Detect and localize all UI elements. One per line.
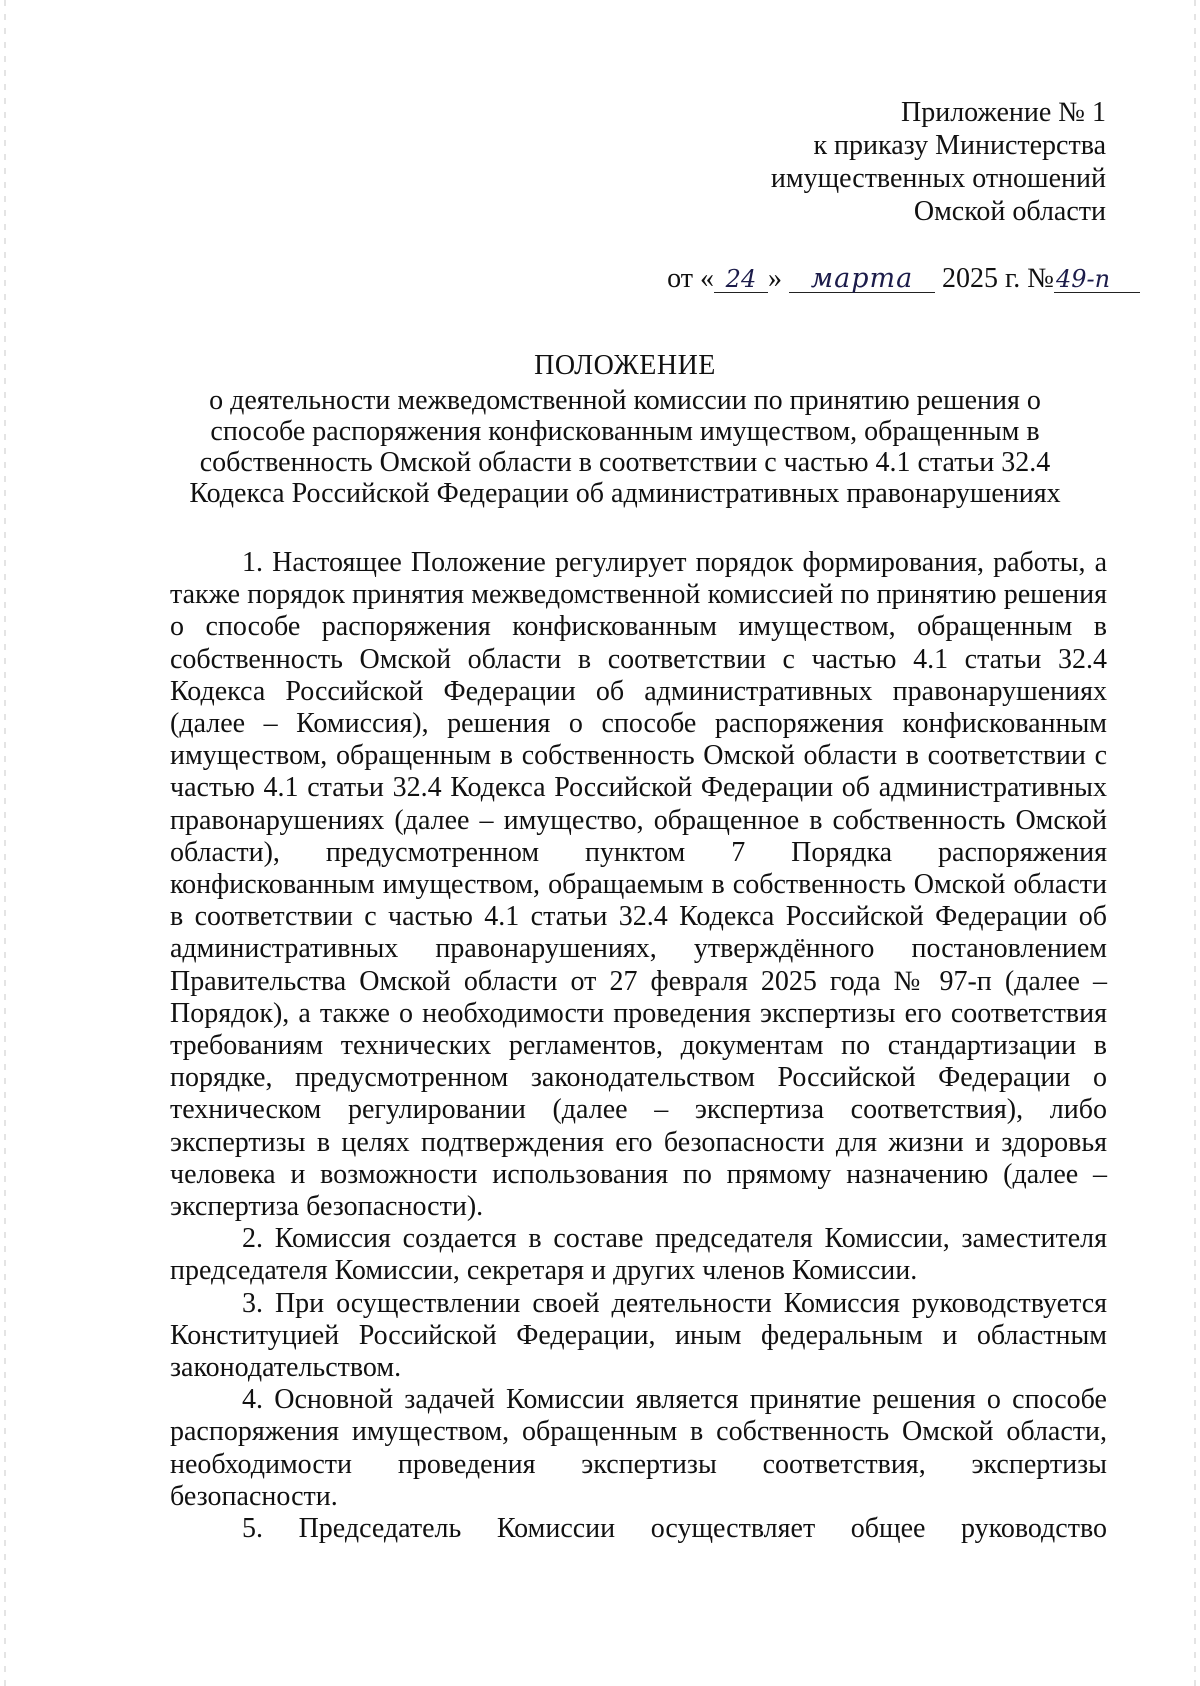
- paragraph-1: 1. Настоящее Положение регулирует порядок формирования, работы, а также порядок принятия межведомственной комиссией по принятию решения о способе распоряжения конфискованным имуществом, обращенным в собственность Омской области в соответствии с частью 4.1 статьи 32.4 Кодекса Российской Федерации об административных правонарушениях (далее – Комиссия), решения о способе распоряжения конфискованным имуществом, обращенным в собственность Омской области в соответствии с частью 4.1 статьи 32.4 Кодекса Российской Федерации об административных правонарушениях (далее – имущество, обращенное в собственность Омской области), предусмотренном пунктом 7 Порядка распоряжения конфискованным имуществом, обращаемым в собственность Омской области в соответствии с частью 4.1 статьи 32.4 Кодекса Российской Федерации об административных правонарушениях, утверждённого постановлением Правительства Омской области от 27 февраля 2025 года № 97-п (далее – Порядок), а также о необходимости проведения экспертизы его соответствия требованиям технических регламентов, документам по стандартизации в порядке, предусмотренном законодательством Российской Федерации о техническом регулировании (далее – экспертиза соответствия), либо экспертизы в целях подтверждения его безопасности для жизни и здоровья человека и возможности использования по прямому назначению (далее – экспертиза безопасности).: [170, 547, 1107, 1223]
- document-heading: [160, 350, 1090, 509]
- paragraph-5: 5. Председатель Комиссии осуществляет общее руководство: [242, 1513, 1107, 1545]
- scan-edge-left: [4, 0, 6, 1686]
- paragraph-2: 2. Комиссия создается в составе председателя Комиссии, заместителя председателя Комиссии, секретаря и других членов Комиссии.: [170, 1223, 1107, 1287]
- document-title: ПОЛОЖЕНИЕ: [534, 350, 716, 381]
- annex-block: [771, 96, 1106, 228]
- date-close-quote: »: [767, 263, 782, 294]
- paragraph-3: 3. При осуществлении своей деятельности Комиссия руководствуется Конституцией Российской Федерации, иным федеральным и областным законодательством.: [170, 1287, 1107, 1384]
- handwritten-month: марта: [789, 266, 935, 293]
- annex-line: имущественных отношений: [770, 163, 1106, 194]
- subtitle-line: о деятельности межведомственной комиссии по принятию решения о: [209, 385, 1041, 416]
- date-year: 2025 г. №: [941, 263, 1054, 294]
- subtitle-line: способе распоряжения конфискованным имуществом, обращенным в: [210, 416, 1040, 447]
- order-date-line: [667, 262, 1140, 296]
- annex-line: Омской области: [913, 196, 1106, 227]
- annex-line: к приказу Министерства: [813, 130, 1106, 161]
- handwritten-order-number: 49-п: [1054, 266, 1140, 293]
- date-prefix: от «: [667, 263, 714, 294]
- scan-edge-right: [1194, 0, 1196, 1686]
- document-body: [170, 547, 1107, 1545]
- handwritten-day: 24: [714, 266, 768, 293]
- paragraph-4: 4. Основной задачей Комиссии является принятие решения о способе распоряжения имуществом, обращенным в собственность Омской области, необходимости проведения экспертизы соответствия, экспертизы безопасности.: [170, 1384, 1107, 1512]
- annex-line: Приложение № 1: [901, 97, 1106, 128]
- subtitle-line: Кодекса Российской Федерации об административных правонарушениях: [189, 478, 1061, 509]
- subtitle-line: собственность Омской области в соответствии с частью 4.1 статьи 32.4: [199, 447, 1051, 478]
